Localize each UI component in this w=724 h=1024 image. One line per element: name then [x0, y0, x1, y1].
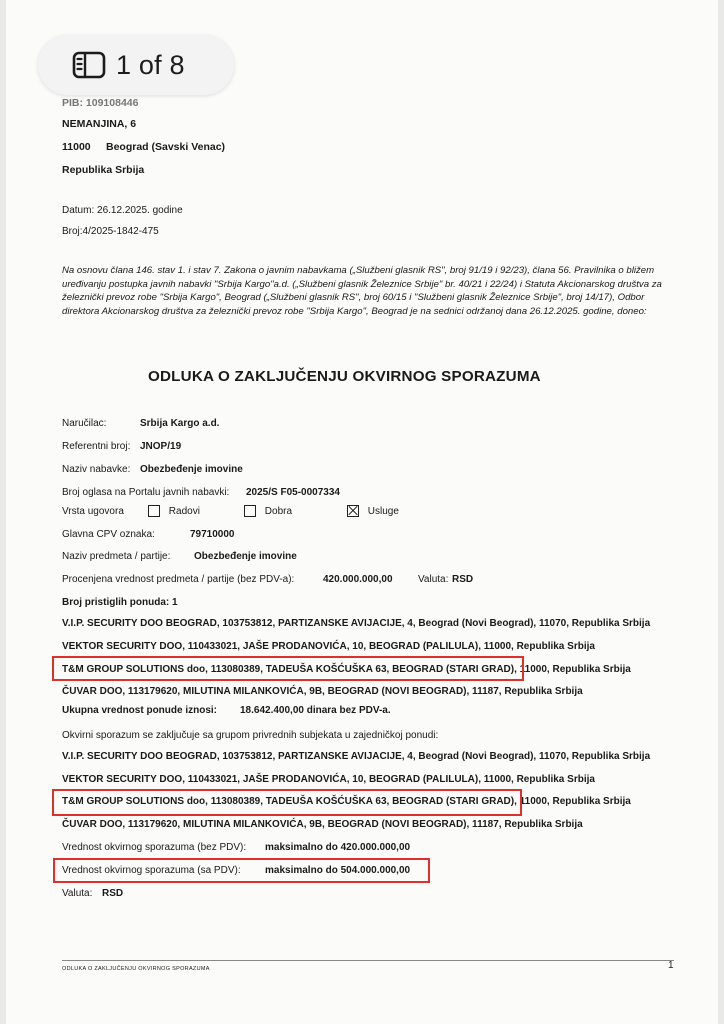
bidder-line: VEKTOR SECURITY DOO, 110433021, JAŠE PRODANOVIĆA, 10, BEOGRAD (PALILULA), 11000, Republika Srbija [62, 641, 595, 652]
predmet-label: Naziv predmeta / partije: [62, 551, 171, 562]
group-intro: Okvirni sporazum se zaključuje sa grupom privrednih subjekata u zajedničkoj ponudi: [62, 730, 439, 741]
highlight-box [52, 656, 524, 681]
pib-line: PIB: 109108446 [62, 97, 139, 109]
cpv-value: 79710000 [190, 529, 235, 540]
cpv-label: Glavna CPV oznaka: [62, 529, 155, 540]
predmet-value: Obezbeđenje imovine [194, 551, 297, 562]
footer-rule [62, 960, 674, 961]
valuta-label: Valuta: [418, 574, 449, 585]
ref-label: Referentni broj: [62, 441, 131, 452]
broj: Broj:4/2025-1842-475 [62, 226, 159, 237]
bidder-line-highlighted: T&M GROUP SOLUTIONS doo, 113080389, TADEUŠA KOŠĆUŠKA 63, BEOGRAD (STARI GRAD), 11000, Republika Srbija [62, 664, 631, 675]
highlight-box [52, 789, 522, 816]
oglas-label: Broj oglasa na Portalu javnih nabavki: [62, 487, 230, 498]
value-sa: maksimalno do 504.000.000,00 [265, 865, 411, 876]
value-valuta-label: Valuta: [62, 888, 93, 899]
option-usluge-label: Usluge [367, 505, 399, 517]
valuta-value: RSD [452, 574, 474, 585]
value-bez-label: Vrednost okvirnog sporazuma (bez PDV): [62, 842, 247, 853]
narucilac-label: Naručilac: [62, 418, 107, 429]
procena-value: 420.000.000,00 [323, 574, 393, 585]
footer-text: ODLUKA O ZAKLJUČENJU OKVIRNOG SPORAZUMA [62, 966, 210, 972]
ukupna-value: 18.642.400,00 dinara bez PDV-a. [240, 705, 391, 716]
datum: Datum: 26.12.2025. godine [62, 205, 183, 216]
option-radovi [148, 505, 200, 517]
value-sa-label: Vrednost okvirnog sporazuma (sa PDV): [62, 865, 241, 876]
page-indicator[interactable] [38, 35, 234, 95]
page-number: 1 [668, 960, 674, 971]
group-member-line: ČUVAR DOO, 113179620, MILUTINA MILANKOVIĆA, 9B, BEOGRAD (NOVI BEOGRAD), 11187, Republika Srbija [62, 819, 583, 830]
value-valuta: RSD [102, 888, 124, 899]
address-city: Beograd (Savski Venac) [106, 141, 226, 153]
option-radovi-label: Radovi [168, 505, 200, 517]
highlight-box [53, 858, 430, 883]
option-dobra-label: Dobra [264, 505, 293, 517]
ukupna-label: Ukupna vrednost ponude iznosi: [62, 705, 218, 716]
bidder-line: ČUVAR DOO, 113179620, MILUTINA MILANKOVIĆA, 9B, BEOGRAD (NOVI BEOGRAD), 11187, Republika Srbija [62, 686, 583, 697]
narucilac-value: Srbija Kargo a.d. [140, 418, 220, 429]
option-dobra [244, 505, 292, 517]
checkbox-empty-icon [244, 505, 256, 517]
sidebar-panel-icon [72, 51, 106, 79]
page-indicator-label: 1 of 8 [116, 49, 185, 80]
option-usluge [347, 505, 399, 517]
checkbox-crossed-icon [347, 505, 359, 517]
document-title: ODLUKA O ZAKLJUČENJU OKVIRNOG SPORAZUMA [148, 368, 541, 385]
ref-value: JNOP/19 [140, 441, 182, 452]
oglas-value: 2025/S F05-0007334 [246, 487, 340, 498]
preamble-text: Na osnovu člana 146. stav 1. i stav 7. Zakona o javnim nabavkama („Službeni glasnik RS", broj 91/19 i 92/23), člana 56. Pravilnika o bližem uređivanju postupka javnih nabavki "Srbija Kargo"a.d. („Službeni glasnik Železnice Srbije" br. 40/21 i 22/24) i Statuta Akcionarskog društva za železnički prevoz robe "Srbija Kargo", Beograd („Službeni glasnik RS", broj 60/15 i "Službeni glasnik Železnice Srbije", broj 14/17), Odbor direktora Akcionarskog društva za železnički prevoz robe "Srbija Kargo", Beograd je na sednici održanoj dana 26.12.2025. godine, doneo: [62, 265, 662, 317]
broj-ponuda: Broj pristiglih ponuda: 1 [62, 597, 178, 608]
checkbox-empty-icon [148, 505, 160, 517]
group-member-line: VEKTOR SECURITY DOO, 110433021, JAŠE PRODANOVIĆA, 10, BEOGRAD (PALILULA), 11000, Republika Srbija [62, 774, 595, 785]
address-street: NEMANJINA, 6 [62, 118, 137, 130]
value-bez: maksimalno do 420.000.000,00 [265, 842, 411, 853]
naziv-value: Obezbeđenje imovine [140, 464, 243, 475]
bidder-line: V.I.P. SECURITY DOO BEOGRAD, 103753812, PARTIZANSKE AVIJACIJE, 4, Beograd (Novi Beograd), 11070, Republika Srbija [62, 618, 651, 629]
address-country: Republika Srbija [62, 164, 145, 176]
group-member-line-highlighted: T&M GROUP SOLUTIONS doo, 113080389, TADEUŠA KOŠĆUŠKA 63, BEOGRAD (STARI GRAD), 11000, Republika Srbija [62, 796, 631, 807]
group-member-line: V.I.P. SECURITY DOO BEOGRAD, 103753812, PARTIZANSKE AVIJACIJE, 4, Beograd (Novi Beograd), 11070, Republika Srbija [62, 751, 651, 762]
naziv-label: Naziv nabavke: [62, 464, 131, 475]
address-postal: 11000 [62, 141, 91, 153]
procena-label: Procenjena vrednost predmeta / partije (bez PDV-a): [62, 574, 295, 585]
vrsta-label: Vrsta ugovora [62, 506, 124, 517]
